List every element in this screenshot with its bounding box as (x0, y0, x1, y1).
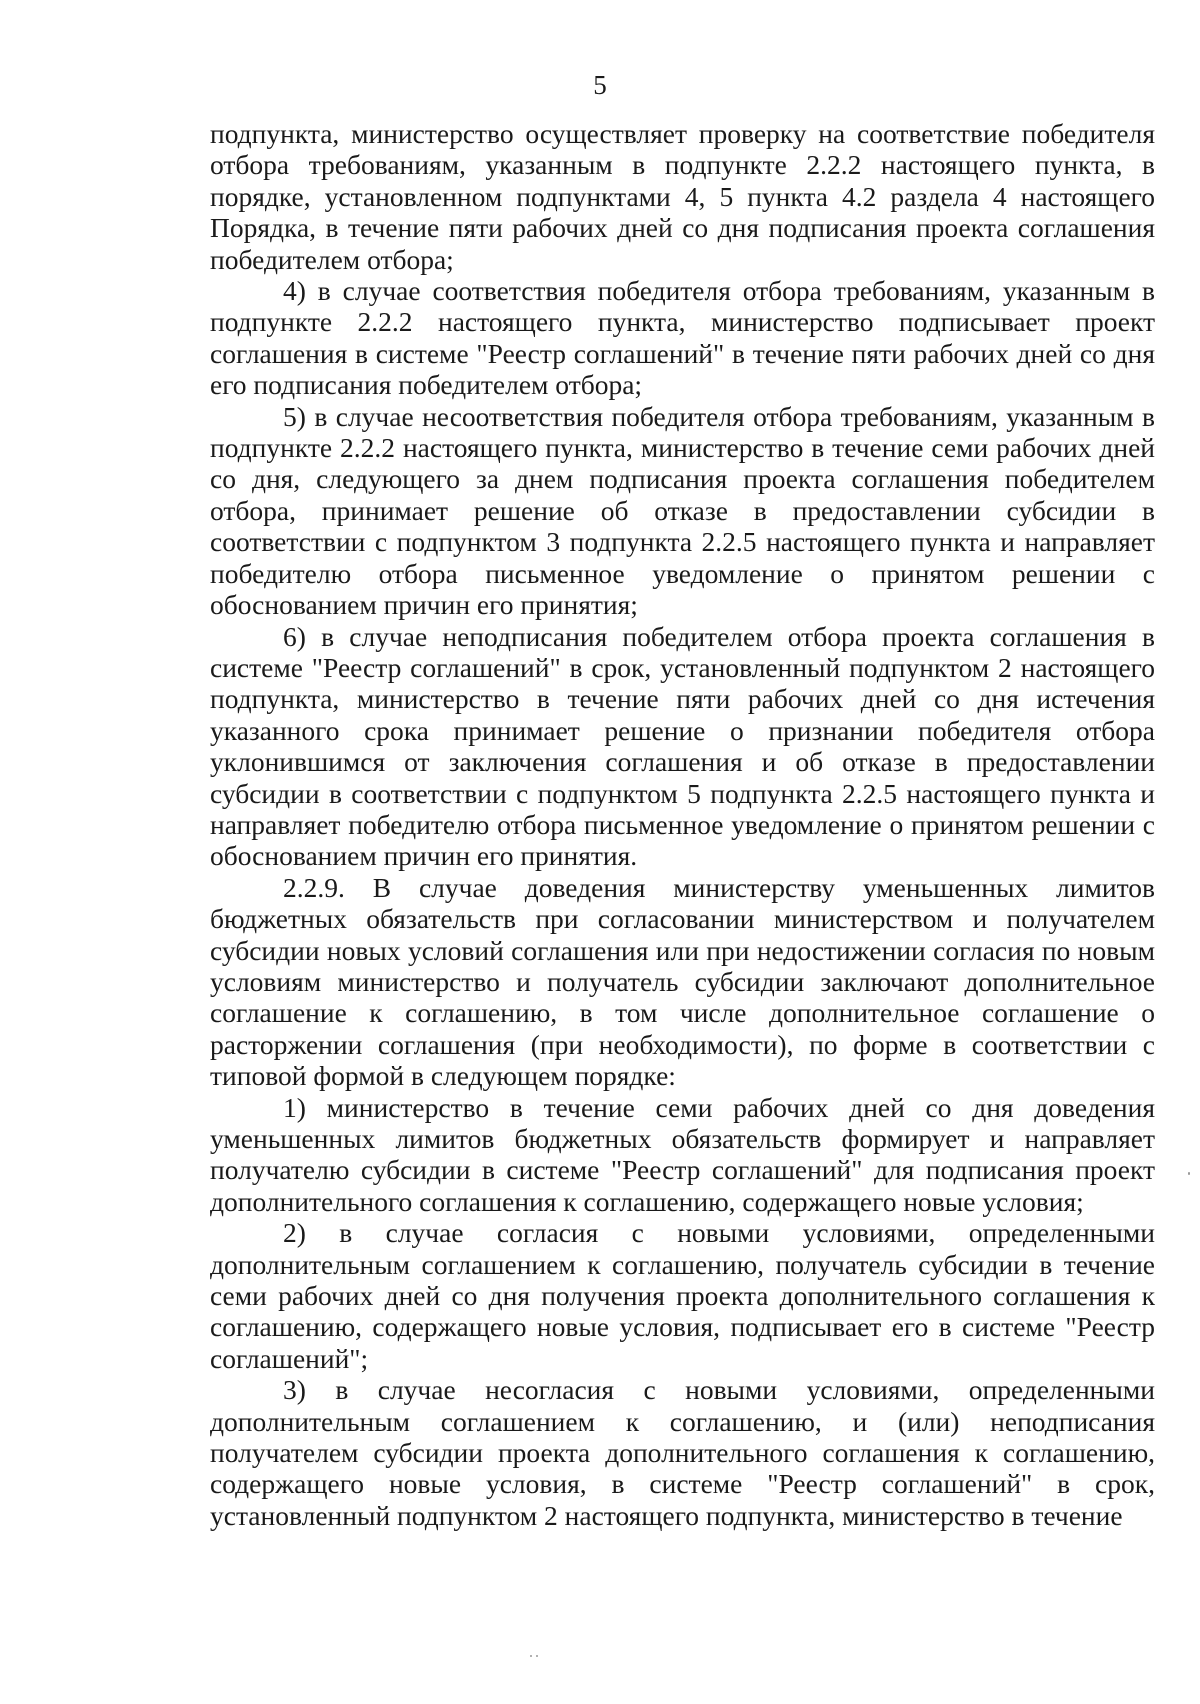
scan-artifact-dot (536, 1655, 538, 1657)
page-number: 5 (593, 70, 607, 100)
paragraph-subitem-2: 2) в случае согласия с новыми условиями, определенными дополнительным соглашением к соглашению, получатель субсидии в течение семи рабочих дней со дня получения проекта дополнительного соглашения к соглашению, содержащего новые условия, подписывает его в системе "Реестр соглашений"; (210, 1217, 1155, 1374)
paragraph-subitem-1: 1) министерство в течение семи рабочих дней со дня доведения уменьшенных лимитов бюджетных обязательств формирует и направляет получателю субсидии в системе "Реестр соглашений" для подписания проект дополнительного соглашения к соглашению, содержащего новые условия; (210, 1091, 1155, 1217)
paragraph-section-2-2-9: 2.2.9. В случае доведения министерству уменьшенных лимитов бюджетных обязательств при согласовании министерством и получателем субсидии новых условий соглашения или при недостижении согласия по новым условиям министерство и получатель субсидии заключают дополнительное соглашение к соглашению, в том числе дополнительное соглашение о расторжении соглашения (при необходимости), по форме в соответствии с типовой формой в следующем порядке: (210, 871, 1155, 1092)
scan-artifact-dot (530, 1655, 532, 1657)
scan-artifact-dot (1188, 1172, 1190, 1175)
paragraph-item-5: 5) в случае несоответствия победителя отбора требованиям, указанным в подпункте 2.2.2 настоящего пункта, министерство в течение семи рабочих дней со дня, следующего за днем подписания проекта соглашения победителем отбора, принимает решение об отказе в предоставлении субсидии в соответствии с подпунктом 3 подпункта 2.2.5 настоящего пункта и направляет победителю отбора письменное уведомление о принятом решении с обоснованием причин его принятия; (210, 400, 1155, 621)
paragraph-item-4: 4) в случае соответствия победителя отбора требованиям, указанным в подпункте 2.2.2 настоящего пункта, министерство подписывает проект соглашения в системе "Реестр соглашений" в течение пяти рабочих дней со дня его подписания победителем отбора; (210, 275, 1155, 401)
paragraph-item-6: 6) в случае неподписания победителем отбора проекта соглашения в системе "Реестр соглашений" в срок, установленный подпунктом 2 настоящего подпункта, министерство в течение пяти рабочих дней со дня истечения указанного срока принимает решение о признании победителя отбора уклонившимся от заключения соглашения и об отказе в предоставлении субсидии в соответствии с подпунктом 5 подпункта 2.2.5 настоящего пункта и направляет победителю отбора письменное уведомление о принятом решении с обоснованием причин его принятия. (210, 620, 1155, 872)
paragraph-subitem-3: 3) в случае несогласия с новыми условиями, определенными дополнительным соглашением к соглашению, и (или) неподписания получателем субсидии проекта дополнительного соглашения к соглашению, содержащего новые условия, в системе "Реестр соглашений" в срок, установленный подпунктом 2 настоящего подпункта, министерство в течение (210, 1374, 1155, 1531)
document-body (210, 118, 1155, 1531)
paragraph-continuation: подпункта, министерство осуществляет проверку на соответствие победителя отбора требованиям, указанным в подпункте 2.2.2 настоящего пункта, в порядке, установленном подпунктами 4, 5 пункта 4.2 раздела 4 настоящего Порядка, в течение пяти рабочих дней со дня подписания проекта соглашения победителем отбора; (210, 118, 1155, 275)
